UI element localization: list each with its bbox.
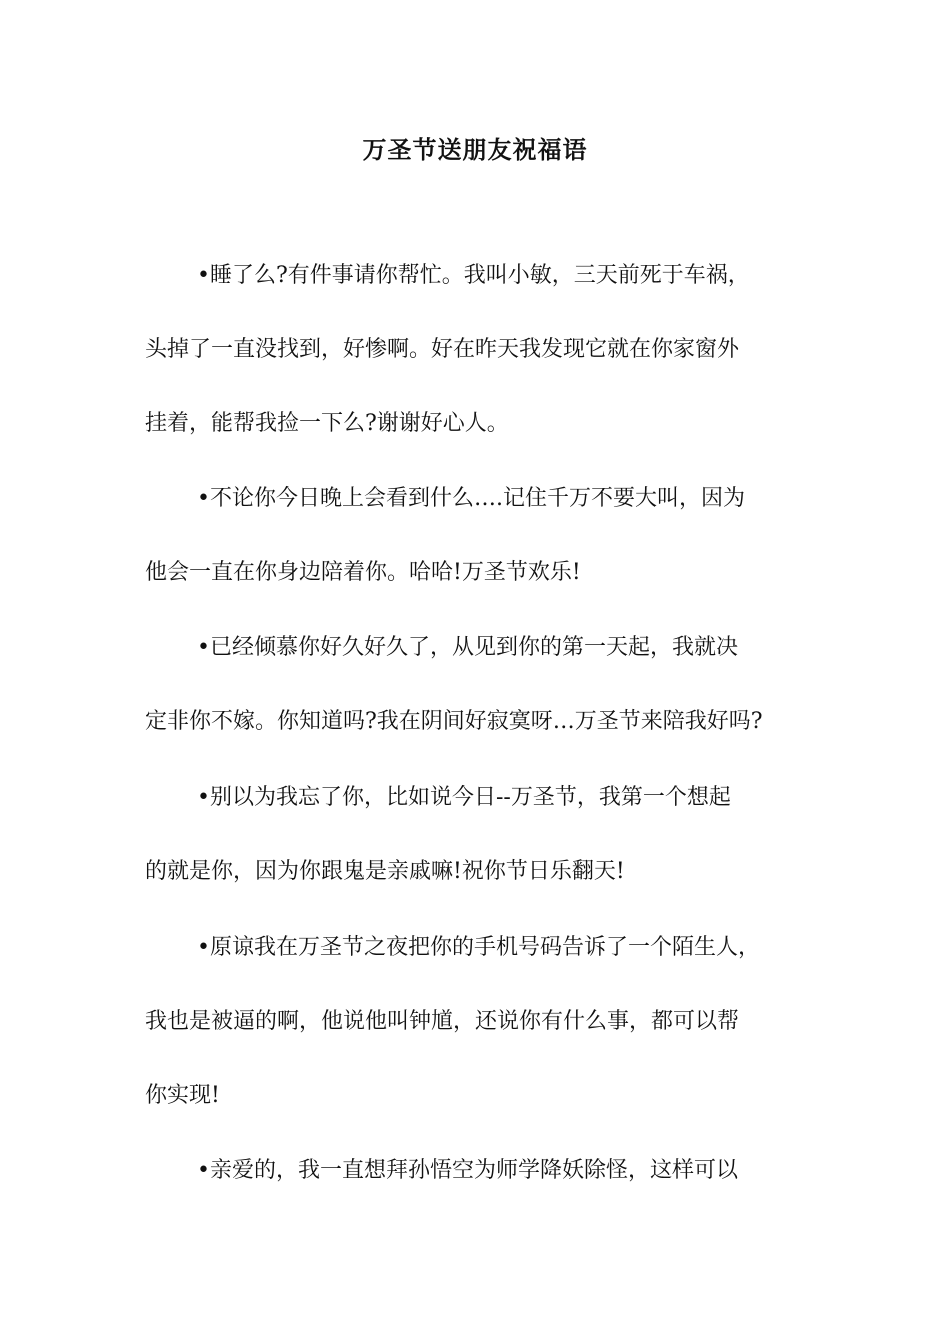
paragraph-line: 你实现! [145,1083,220,1108]
paragraph-line: 他会一直在你身边陪着你。哈哈!万圣节欢乐! [145,560,581,585]
paragraph-line: •已经倾慕你好久好久了，从见到你的第一天起，我就决 [197,635,738,660]
paragraph-line: •原谅我在万圣节之夜把你的手机号码告诉了一个陌生人， [197,935,760,960]
paragraph-line: 头掉了一直没找到，好惨啊。好在昨天我发现它就在你家窗外 [145,337,740,362]
paragraph-line: 挂着，能帮我捡一下么?谢谢好心人。 [145,411,509,436]
document-title: 万圣节送朋友祝福语 [362,135,588,164]
paragraph-line: 定非你不嫁。你知道吗?我在阴间好寂寞呀…万圣节来陪我好吗? [145,709,763,734]
paragraph-line: •亲爱的，我一直想拜孙悟空为师学降妖除怪，这样可以 [197,1158,738,1183]
paragraph-line: 我也是被逼的啊，他说他叫钟馗，还说你有什么事，都可以帮 [145,1009,740,1034]
paragraph-line: •睡了么?有件事请你帮忙。我叫小敏，三天前死于车祸， [197,263,750,288]
paragraph-line: 的就是你，因为你跟鬼是亲戚嘛!祝你节日乐翻天! [145,859,625,884]
paragraph-line: •不论你今日晚上会看到什么….记住千万不要大叫，因为 [197,486,745,511]
paragraph-line: •别以为我忘了你，比如说今日--万圣节，我第一个想起 [197,785,731,810]
